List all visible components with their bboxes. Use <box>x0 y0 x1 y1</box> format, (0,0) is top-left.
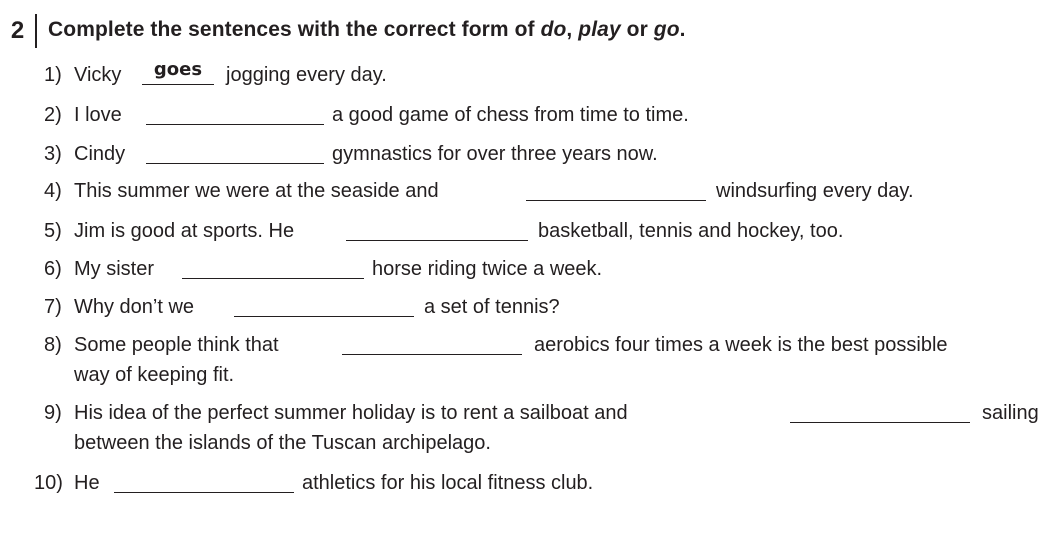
text-after-blank: aerobics four times a week is the best possible <box>534 334 948 356</box>
text-before-blank: Vicky <box>74 64 122 86</box>
filled-answer: goes <box>153 59 203 80</box>
answer-blank[interactable] <box>182 256 364 279</box>
item-number: 5) <box>44 220 62 242</box>
continuation-text: between the islands of the Tuscan archipelago. <box>74 432 491 454</box>
text-before-blank: His idea of the perfect summer holiday is to rent a sailboat and <box>74 402 628 424</box>
item-number: 1) <box>44 64 62 86</box>
text-before-blank: Some people think that <box>74 334 279 356</box>
title-word-do: do <box>540 18 567 41</box>
item-number: 10) <box>34 472 63 494</box>
answer-blank[interactable] <box>346 218 528 241</box>
item-number: 9) <box>44 402 62 424</box>
item-number: 4) <box>44 180 62 202</box>
text-before-blank: Cindy <box>74 143 126 165</box>
title-separator-1: , <box>566 18 579 41</box>
item-number: 3) <box>44 143 62 165</box>
answer-blank[interactable] <box>146 141 324 164</box>
answer-blank[interactable] <box>342 332 522 355</box>
text-after-blank: windsurfing every day. <box>716 180 914 202</box>
text-after-blank: jogging every day. <box>226 64 387 86</box>
title-word-play: play <box>578 18 621 41</box>
text-after-blank: a set of tennis? <box>424 296 560 318</box>
exercise-header <box>0 12 1041 52</box>
text-before-blank: Why don’t we <box>74 296 195 318</box>
item-number: 6) <box>44 258 62 280</box>
text-after-blank: a good game of chess from time to time. <box>332 104 689 126</box>
continuation-text: way of keeping fit. <box>74 364 235 386</box>
item-number: 8) <box>44 334 62 356</box>
title-separator-2: or <box>620 18 654 41</box>
text-before-blank: I love <box>74 104 122 126</box>
answer-blank[interactable] <box>234 294 414 317</box>
text-after-blank: gymnastics for over three years now. <box>332 143 658 165</box>
item-number: 7) <box>44 296 62 318</box>
title-word-go: go <box>653 18 680 41</box>
text-after-blank: horse riding twice a week. <box>372 258 603 280</box>
text-after-blank: athletics for his local fitness club. <box>302 472 594 494</box>
text-before-blank: He <box>74 472 100 494</box>
answer-blank[interactable] <box>526 178 706 201</box>
title-suffix: . <box>679 18 686 41</box>
text-after-blank: basketball, tennis and hockey, too. <box>538 220 844 242</box>
text-after-blank: sailing <box>982 402 1039 424</box>
answer-blank[interactable] <box>790 400 970 423</box>
title-prefix: Complete the sentences with the correct form of <box>48 18 541 41</box>
text-before-blank: Jim is good at sports. He <box>74 220 295 242</box>
text-before-blank: This summer we were at the seaside and <box>74 180 439 202</box>
item-number: 2) <box>44 104 62 126</box>
answer-blank[interactable] <box>146 102 324 125</box>
answer-blank[interactable] <box>114 470 294 493</box>
answer-blank[interactable] <box>142 59 214 85</box>
exercise-title <box>48 18 686 42</box>
text-before-blank: My sister <box>74 258 154 280</box>
exercise-number: 2 <box>0 14 37 48</box>
